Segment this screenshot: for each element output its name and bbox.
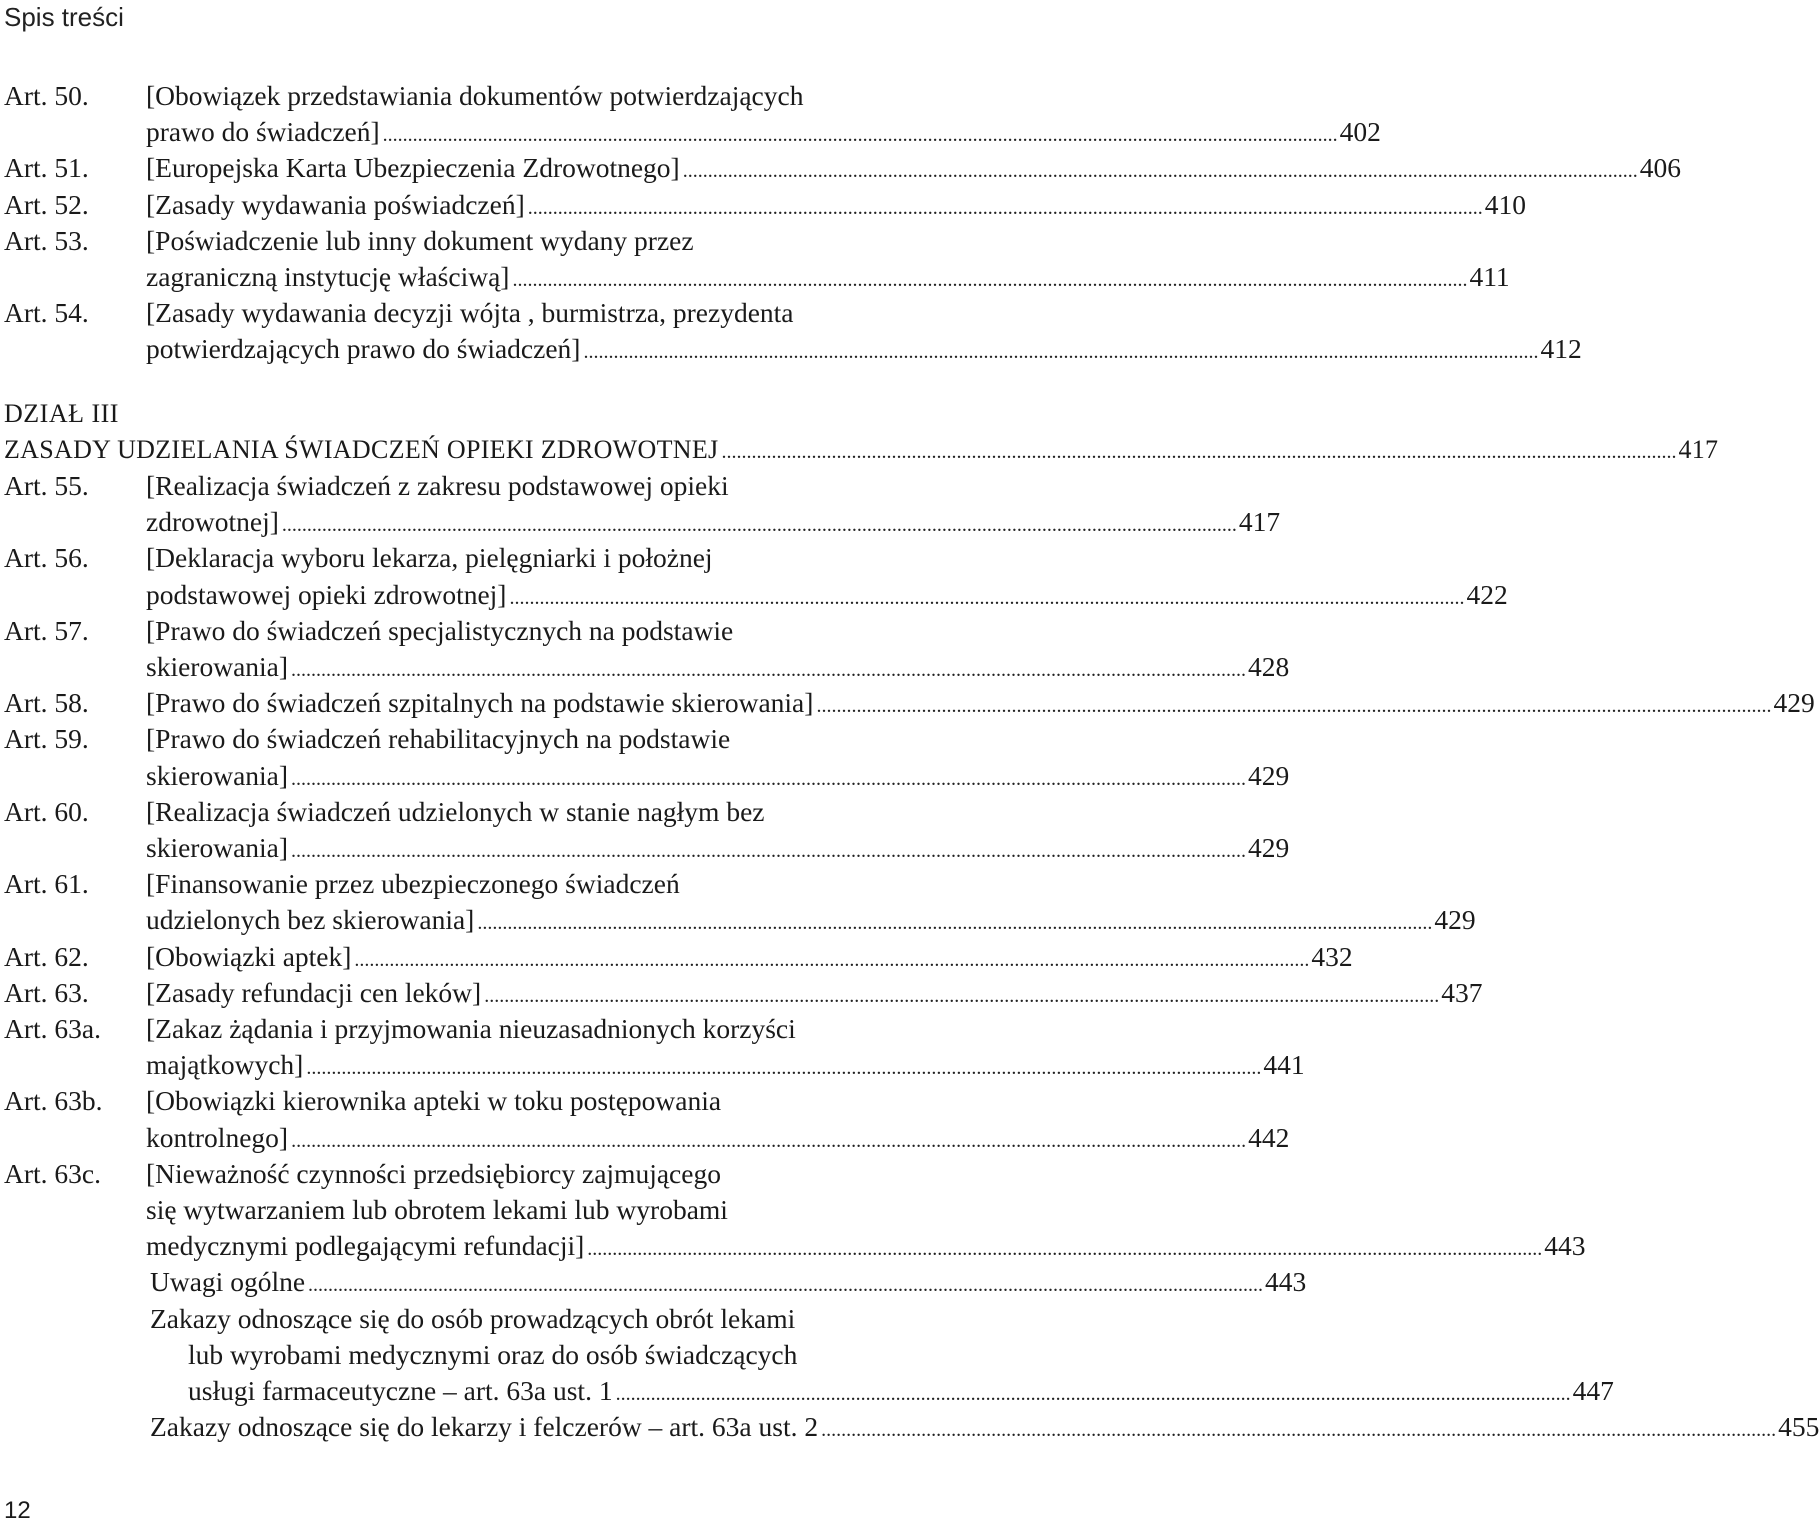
entry-title: majątkowych] <box>146 1049 304 1081</box>
article-number: Art. 56. <box>4 542 89 574</box>
toc-entry-line <box>0 975 1483 1011</box>
toc-entry-line <box>0 649 1290 685</box>
entry-title: [Europejska Karta Ubezpieczenia Zdrowotnego] <box>146 152 680 184</box>
dot-leader: ............................................................................................................................................................................................... <box>721 440 1677 463</box>
page-ref: 447 <box>1572 1375 1614 1406</box>
page-ref: 432 <box>1311 940 1353 972</box>
division-title: ZASADY UDZIELANIA ŚWIADCZEŃ OPIEKI ZDROWOTNEJ <box>4 434 719 464</box>
dot-leader: ............................................................................................................................................................................................... <box>509 586 1465 609</box>
entry-title: zagraniczną instytucję właściwą] <box>146 261 510 292</box>
entry-title: [Finansowanie przez ubezpieczonego świadczeń <box>146 868 680 900</box>
entry-title-with-leader <box>146 649 1290 688</box>
toc-entry-line <box>0 1083 960 1119</box>
entry-title: [Zasady refundacji cen leków] <box>146 976 482 1008</box>
entry-title-with-leader <box>146 975 1483 1014</box>
entry-title: zdrowotnej] <box>146 506 279 538</box>
toc-entry-line <box>0 295 960 331</box>
dot-leader: ............................................................................................................................................................................................... <box>477 912 1433 935</box>
toc-entry-line <box>0 223 960 259</box>
page-ref: 442 <box>1248 1121 1290 1153</box>
page-ref: 443 <box>1265 1266 1307 1298</box>
entry-title: [Prawo do świadczeń szpitalnych na podstawie skierowania] <box>146 687 814 719</box>
article-number: Art. 55. <box>4 470 89 501</box>
dot-leader: ............................................................................................................................................................................................... <box>682 160 1638 183</box>
dot-leader: ............................................................................................................................................................................................... <box>583 341 1539 364</box>
toc-entry-line <box>0 794 960 830</box>
entry-title: Zakazy odnoszące się do osób prowadzących obrót lekami <box>150 1302 796 1334</box>
article-number: Art. 60. <box>4 795 89 827</box>
entry-title-with-leader <box>146 577 1508 616</box>
article-number: Art. 51. <box>4 152 89 184</box>
entry-title: [Realizacja świadczeń z zakresu podstawowej opieki <box>146 470 729 501</box>
article-number: Art. 53. <box>4 224 89 256</box>
page-ref: 410 <box>1484 188 1526 220</box>
article-number: Art. 58. <box>4 687 89 719</box>
entry-title: [Deklaracja wyboru lekarza, pielęgniarki i położnej <box>146 542 713 574</box>
dot-leader: ............................................................................................................................................................................................... <box>291 659 1247 681</box>
toc-entry-line <box>0 1301 960 1337</box>
page-ref: 406 <box>1639 152 1681 184</box>
entry-title-with-leader <box>146 902 1476 941</box>
toc-entry-line <box>0 187 1526 223</box>
entry-title-with-leader <box>146 758 1290 797</box>
entry-title-with-leader <box>146 114 1381 153</box>
toc-entry-line <box>0 613 960 649</box>
toc-entry-line <box>0 259 1510 295</box>
entry-title: usługi farmaceutyczne – art. 63a ust. 1 <box>188 1375 613 1406</box>
dot-leader: ............................................................................................................................................................................................... <box>821 1419 1777 1442</box>
entry-title: [Prawo do świadczeń specjalistycznych na podstawie <box>146 614 734 646</box>
entry-title: [Zasady wydawania poświadczeń] <box>146 188 525 220</box>
toc-entry-line <box>0 1192 960 1228</box>
article-number: Art. 61. <box>4 868 89 900</box>
toc-entry-line <box>0 1156 960 1192</box>
entry-title: [Obowiązki kierownika apteki w toku postępowania <box>146 1085 722 1117</box>
page-ref: 417 <box>1238 506 1281 538</box>
toc-entry-line <box>0 540 960 576</box>
article-number: Art. 63c. <box>4 1157 101 1189</box>
toc-entry-line <box>0 939 1353 975</box>
entry-title: [Zakaz żądania i przyjmowania nieuzasadnionych korzyści <box>146 1013 796 1044</box>
page-ref: 428 <box>1248 651 1290 682</box>
entry-title: [Obowiązki aptek] <box>146 940 352 972</box>
entry-title: medycznymi podlegającymi refundacji] <box>146 1230 585 1262</box>
dot-leader: ............................................................................................................................................................................................... <box>291 767 1247 790</box>
article-number: Art. 57. <box>4 614 89 646</box>
toc-entry-line <box>0 577 1508 613</box>
entry-title: prawo do świadczeń] <box>146 116 380 148</box>
entry-title: potwierdzających prawo do świadczeń] <box>146 333 581 365</box>
page-ref: 437 <box>1441 976 1483 1008</box>
entry-title-with-leader <box>188 1373 1614 1412</box>
entry-title-with-leader <box>146 504 1281 543</box>
dot-leader: ............................................................................................................................................................................................... <box>306 1057 1262 1080</box>
page-ref: 417 <box>1678 434 1719 464</box>
dot-leader: ............................................................................................................................................................................................... <box>354 948 1310 971</box>
entry-title: Zakazy odnoszące się do lekarzy i felczerów – art. 63a ust. 2 <box>150 1411 819 1443</box>
entry-title: [Prawo do świadczeń rehabilitacyjnych na podstawie <box>146 723 731 755</box>
entry-title: [Realizacja świadczeń udzielonych w stanie nagłym bez <box>146 795 765 827</box>
article-number: Art. 63b. <box>4 1085 103 1117</box>
entry-title-with-leader <box>146 685 1815 724</box>
toc-entry-line <box>0 902 1476 938</box>
toc-entry-line <box>0 830 1290 866</box>
toc-entry-line <box>0 114 1381 150</box>
page-ref: 429 <box>1248 759 1290 791</box>
toc-entry-line <box>0 331 1582 367</box>
toc-entry-line <box>0 468 960 504</box>
dot-leader: ............................................................................................................................................................................................... <box>512 269 1468 291</box>
dot-leader: ............................................................................................................................................................................................... <box>281 514 1237 537</box>
toc-entry-line <box>0 150 1681 186</box>
toc-entry-line <box>0 1337 960 1373</box>
toc-entry-line <box>0 1264 1307 1300</box>
toc-entry-line <box>0 1011 960 1047</box>
entry-title: [Nieważność czynności przedsiębiorcy zajmującego <box>146 1157 721 1189</box>
page-ref: 402 <box>1339 116 1381 148</box>
article-number: Art. 54. <box>4 297 89 329</box>
toc-entry-line <box>0 1228 1586 1264</box>
entry-title: skierowania] <box>146 832 289 863</box>
toc-entry-line <box>0 504 1281 540</box>
entry-title-with-leader <box>150 1409 1819 1448</box>
article-number: Art. 63. <box>4 976 89 1008</box>
entry-title-with-leader <box>146 259 1510 298</box>
dot-leader: ............................................................................................................................................................................................... <box>587 1238 1543 1261</box>
dot-leader: ............................................................................................................................................................................................... <box>816 695 1772 718</box>
entry-title: skierowania] <box>146 651 289 682</box>
entry-title: się wytwarzaniem lub obrotem lekami lub wyrobami <box>146 1194 728 1225</box>
dot-leader: ............................................................................................................................................................................................... <box>291 1129 1247 1152</box>
article-number: Art. 50. <box>4 80 89 111</box>
article-number: Art. 59. <box>4 723 89 755</box>
entry-title-with-leader <box>146 830 1290 869</box>
page-ref: 411 <box>1469 261 1510 292</box>
dot-leader: ............................................................................................................................................................................................... <box>291 840 1247 862</box>
entry-title-with-leader <box>146 331 1582 370</box>
division-heading <box>4 432 1719 468</box>
page-header-title: Spis treści <box>4 2 124 32</box>
entry-title-with-leader <box>146 1047 1305 1086</box>
article-number: Art. 62. <box>4 940 89 972</box>
toc-entry-line <box>0 758 1290 794</box>
entry-title-with-leader <box>146 150 1681 189</box>
division-label: DZIAŁ III <box>4 398 119 428</box>
entry-title: kontrolnego] <box>146 1121 289 1153</box>
toc-entry-line <box>0 685 1815 721</box>
entry-title-with-leader <box>150 1264 1307 1303</box>
entry-title: Uwagi ogólne <box>150 1266 306 1298</box>
page-ref: 412 <box>1540 333 1582 365</box>
dot-leader: ............................................................................................................................................................................................... <box>308 1274 1264 1297</box>
dot-leader: ............................................................................................................................................................................................... <box>527 196 1483 219</box>
page-ref: 441 <box>1263 1049 1305 1081</box>
page-ref: 443 <box>1544 1230 1586 1262</box>
entry-title: lub wyrobami medycznymi oraz do osób świadczących <box>188 1338 798 1370</box>
toc-entry-line <box>0 1047 1305 1083</box>
entry-title-with-leader <box>146 187 1526 226</box>
page-ref: 429 <box>1434 904 1476 936</box>
entry-title: podstawowej opieki zdrowotnej] <box>146 578 507 610</box>
dot-leader: ............................................................................................................................................................................................... <box>615 1383 1571 1405</box>
entry-title: [Poświadczenie lub inny dokument wydany przez <box>146 224 694 256</box>
dot-leader: ............................................................................................................................................................................................... <box>382 124 1338 147</box>
toc-entry-line <box>0 1373 1614 1409</box>
page-number: 12 <box>4 1497 31 1524</box>
entry-title-with-leader <box>146 1120 1290 1159</box>
toc-entry-line <box>0 1120 1290 1156</box>
page-ref: 455 <box>1778 1411 1819 1443</box>
entry-title-with-leader <box>146 939 1353 978</box>
toc-entry-line <box>0 721 960 757</box>
entry-title: udzielonych bez skierowania] <box>146 904 475 936</box>
toc-entry-line <box>0 866 960 902</box>
page-ref: 429 <box>1773 687 1815 719</box>
article-number: Art. 52. <box>4 188 89 220</box>
entry-title-with-leader <box>146 1228 1586 1267</box>
entry-title: [Zasady wydawania decyzji wójta , burmistrza, prezydenta <box>146 297 794 329</box>
toc-entry-line <box>0 1409 1819 1445</box>
dot-leader: ............................................................................................................................................................................................... <box>484 984 1440 1007</box>
entry-title: skierowania] <box>146 759 289 791</box>
toc-entry-line <box>0 78 960 114</box>
article-number: Art. 63a. <box>4 1013 101 1044</box>
page-ref: 422 <box>1466 578 1508 610</box>
page-ref: 429 <box>1248 832 1290 863</box>
entry-title: [Obowiązek przedstawiania dokumentów potwierdzających <box>146 80 804 111</box>
